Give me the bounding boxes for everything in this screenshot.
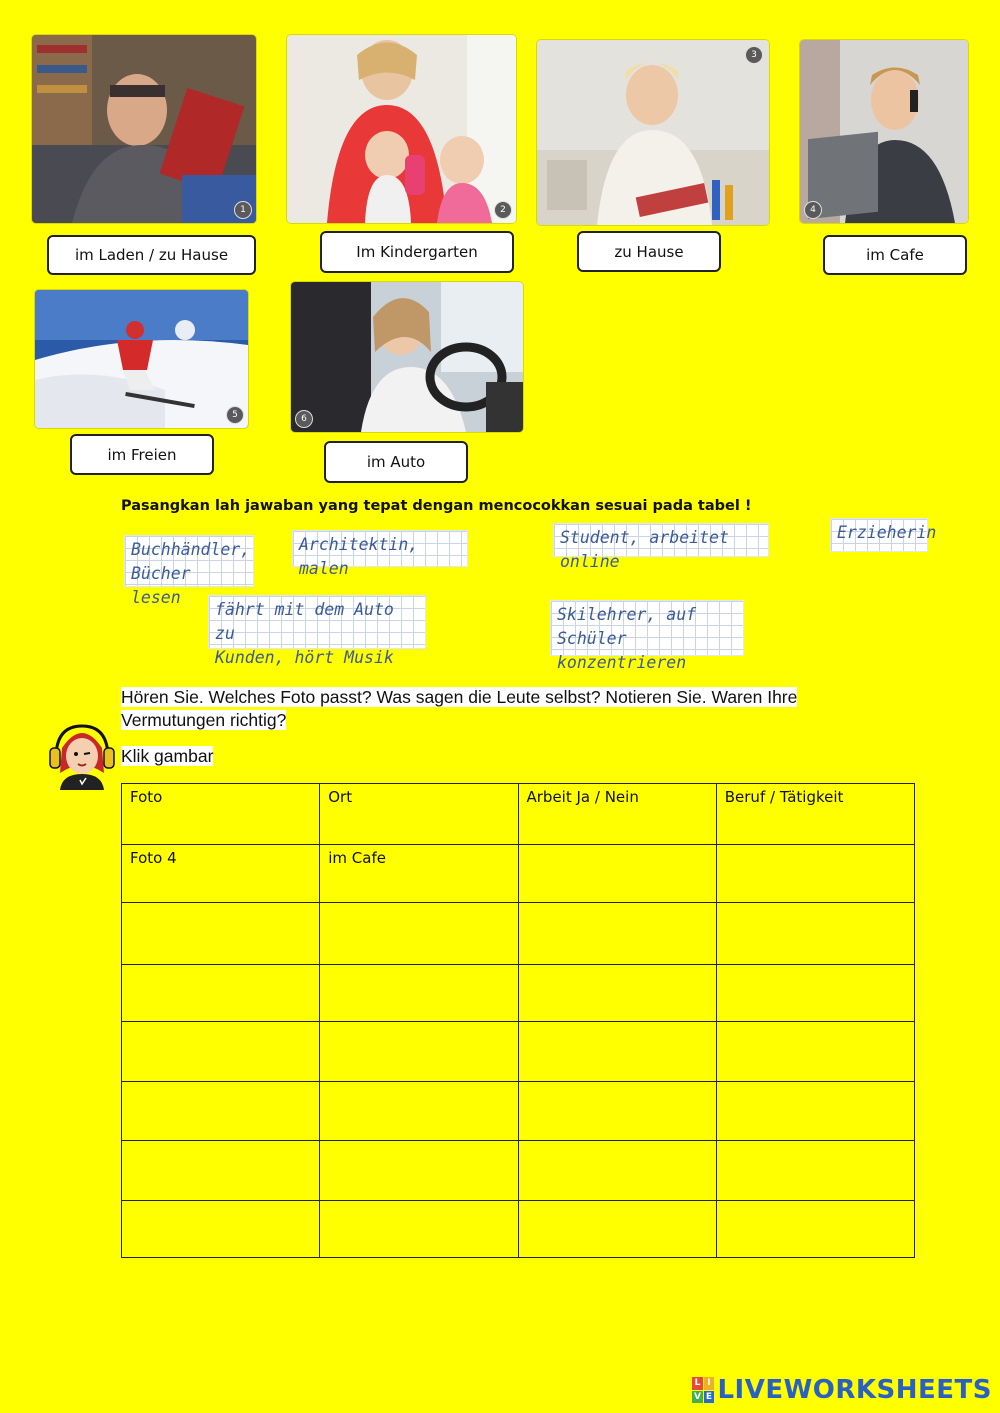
card-line: Architektin, malen: [299, 535, 419, 578]
drop-zone-beruf[interactable]: [716, 1141, 914, 1201]
drop-zone-ort[interactable]: [320, 1022, 518, 1082]
place-label: im Cafe: [823, 235, 967, 275]
answer-card-student[interactable]: [553, 523, 769, 571]
drop-zone-arbeit[interactable]: [518, 1201, 716, 1258]
audio-player-button[interactable]: [42, 718, 122, 790]
drop-zone-arbeit[interactable]: [518, 1141, 716, 1201]
place-label: im Auto: [324, 441, 468, 483]
drop-zone-arbeit[interactable]: [518, 845, 716, 903]
drop-zone-beruf[interactable]: [716, 903, 914, 965]
photo-5: [35, 290, 248, 428]
cell-foto: Foto 4: [122, 845, 320, 903]
drop-zone-foto[interactable]: [122, 1022, 320, 1082]
photo-number: 5: [226, 406, 244, 424]
drop-zone-arbeit[interactable]: [518, 903, 716, 965]
drop-zone-arbeit[interactable]: [518, 1082, 716, 1141]
photo-cafe-icon: [800, 40, 968, 223]
drop-zone-foto[interactable]: [122, 1201, 320, 1258]
place-label: im Laden / zu Hause: [47, 235, 256, 275]
listening-line-2: Vermutungen richtig?: [121, 710, 287, 730]
drop-zone-foto[interactable]: [122, 903, 320, 965]
answer-card-erzieherin[interactable]: [830, 518, 937, 552]
card-line: Erzieherin: [837, 523, 937, 542]
photo-man-reading-icon: [32, 35, 256, 223]
place-label: im Freien: [70, 434, 214, 475]
drop-zone-ort[interactable]: [320, 1201, 518, 1258]
table-row: [122, 1082, 915, 1141]
liveworksheets-mark-icon: [692, 1377, 714, 1403]
drop-zone-foto[interactable]: [122, 1082, 320, 1141]
place-label: Im Kindergarten: [320, 231, 514, 273]
drop-zone-foto[interactable]: [122, 965, 320, 1022]
logo-letter: E: [705, 1391, 713, 1402]
photo-number: 6: [295, 410, 313, 428]
photo-driving-icon: [291, 282, 523, 432]
card-line: fährt mit dem Auto zu: [215, 600, 394, 643]
klik-text: Klik gambar: [121, 746, 214, 766]
card-line: Buchhändler,: [131, 540, 251, 559]
drop-zone-beruf[interactable]: [716, 845, 914, 903]
brand-name: LIVEWORKSHEETS: [717, 1375, 992, 1405]
answer-card-architektin[interactable]: [292, 530, 468, 578]
table-row: [122, 1022, 915, 1082]
card-line: Bücher lesen: [131, 564, 191, 607]
photo-number: 4: [804, 201, 822, 219]
photo-number: 1: [234, 201, 252, 219]
header-beruf: Beruf / Tätigkeit: [716, 784, 914, 845]
drop-zone-ort[interactable]: [320, 903, 518, 965]
answer-card-skilehrer[interactable]: [550, 600, 744, 672]
logo-letter: V: [693, 1391, 702, 1402]
table-row: [122, 965, 915, 1022]
header-ort: Ort: [320, 784, 518, 845]
cell-ort: im Cafe: [320, 845, 518, 903]
photo-1: [32, 35, 256, 223]
header-foto: Foto: [122, 784, 320, 845]
listening-instruction: [121, 686, 841, 732]
listening-line-1: Hören Sie. Welches Foto passt? Was sagen die Leute selbst? Notieren Sie. Waren Ihre: [121, 687, 798, 707]
card-line: Kunden, hört Musik: [215, 648, 394, 667]
answer-card-buchhaendler[interactable]: [124, 535, 254, 607]
drop-zone-ort[interactable]: [320, 1082, 518, 1141]
photo-6: [291, 282, 523, 432]
table-header-row: [122, 784, 915, 845]
place-label: zu Hause: [577, 231, 721, 272]
answer-table: [121, 783, 915, 1258]
drop-zone-beruf[interactable]: [716, 1022, 914, 1082]
table-row: [122, 903, 915, 965]
table-row: [122, 1141, 915, 1201]
drop-zone-foto[interactable]: [122, 1141, 320, 1201]
photo-number: 3: [745, 46, 763, 64]
drop-zone-ort[interactable]: [320, 1141, 518, 1201]
headphones-girl-icon: [42, 718, 122, 790]
table-row: [122, 845, 915, 903]
instruction-text: Pasangkan lah jawaban yang tepat dengan mencocokkan sesuai pada tabel !: [121, 498, 752, 514]
photo-2: [287, 35, 516, 223]
drop-zone-ort[interactable]: [320, 965, 518, 1022]
drop-zone-beruf[interactable]: [716, 965, 914, 1022]
photo-3: [537, 40, 769, 225]
header-arbeit: Arbeit Ja / Nein: [518, 784, 716, 845]
drop-zone-arbeit[interactable]: [518, 1022, 716, 1082]
logo-letter: I: [704, 1377, 715, 1390]
photo-skier-icon: [35, 290, 248, 428]
answer-card-auto[interactable]: [208, 595, 426, 667]
table-row: [122, 1201, 915, 1258]
card-line: Student, arbeitet online: [560, 528, 729, 571]
card-line: konzentrieren: [557, 653, 687, 672]
card-line: Skilehrer, auf Schüler: [557, 605, 697, 648]
drop-zone-arbeit[interactable]: [518, 965, 716, 1022]
logo-letter: L: [692, 1377, 703, 1390]
photo-painting-icon: [537, 40, 769, 225]
photo-4: [800, 40, 968, 223]
drop-zone-beruf[interactable]: [716, 1082, 914, 1141]
photo-kindergarten-icon: [287, 35, 516, 223]
click-picture-hint: [121, 746, 213, 767]
drop-zone-beruf[interactable]: [716, 1201, 914, 1258]
photo-number: 2: [494, 201, 512, 219]
liveworksheets-logo[interactable]: [692, 1375, 992, 1405]
